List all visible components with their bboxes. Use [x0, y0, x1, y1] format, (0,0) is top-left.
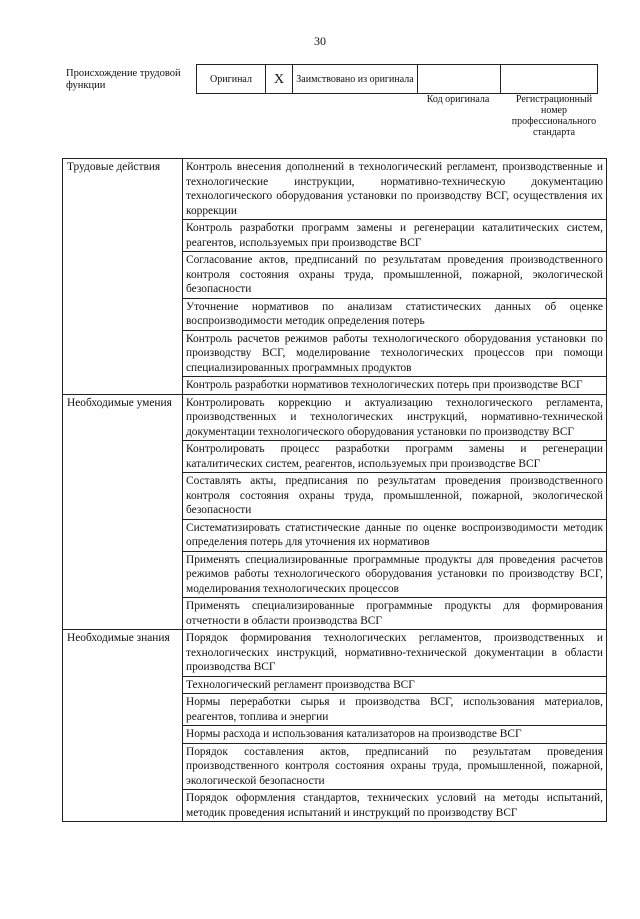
origin-reg-cell [501, 65, 598, 94]
page-number: 30 [314, 34, 326, 48]
table-row [63, 630, 607, 677]
origin-mark-cell: X [266, 65, 293, 94]
section-item: Контролировать коррекцию и актуализацию технологического регламента, производственных и технологических инструкций, нормативно-технической документации технологического оборудования установки по производству ВСГ [183, 394, 607, 441]
code-caption: Код оригинала [426, 94, 490, 105]
table-row [63, 159, 607, 220]
section-item: Контроль внесения дополнений в технологический регламент, производственные и технологические инструкции, нормативно-техническую документацию технологического оборудования установки по производству ВСГ, осуществления их коррекции [183, 159, 607, 220]
origin-code-cell [418, 65, 501, 94]
section-item: Контролировать процесс разработки программ замены и регенерации каталитических систем, реагентов, используемых при производстве ВСГ [183, 441, 607, 473]
section-title: Необходимые знания [63, 630, 183, 822]
section-item: Порядок составления актов, предписаний по результатам проведения производственного контроля состояния охраны труда, промышленной, пожарной, экологической безопасности [183, 743, 607, 790]
section-item: Уточнение нормативов по анализам статистических данных об оценке воспроизводимости методик определения потерь [183, 298, 607, 330]
origin-original-cell: Оригинал [197, 65, 266, 94]
section-item: Контроль расчетов режимов работы технологического оборудования установки по производству ВСГ, моделирование технологических процессов при помощи специализированных программных продуктов [183, 330, 607, 377]
reg-caption: Регистрационный номер профессионального стандарта [511, 94, 597, 138]
section-item: Технологический регламент производства ВСГ [183, 676, 607, 694]
section-item: Согласование актов, предписаний по результатам проведения производственного контроля состояния охраны труда, промышленной, пожарной, экологической безопасности [183, 252, 607, 299]
section-item: Применять специализированные программные продукты для формирования отчетности в области производства ВСГ [183, 598, 607, 630]
section-item: Порядок оформления стандартов, технических условий на методы испытаний, методик проведения испытаний и инструкций по производству ВСГ [183, 790, 607, 822]
origin-table [196, 64, 598, 94]
section-item: Порядок формирования технологических регламентов, производственных и технологических инструкций, нормативно-технической документации в области производства ВСГ [183, 630, 607, 677]
origin-label: Происхождение трудовой функции [66, 68, 181, 91]
section-item: Нормы переработки сырья и производства ВСГ, использования материалов, реагентов, топлива и энергии [183, 694, 607, 726]
section-item: Контроль разработки нормативов технологических потерь при производстве ВСГ [183, 377, 607, 395]
section-title: Необходимые умения [63, 394, 183, 630]
section-item: Систематизировать статистические данные по оценке воспроизводимости методик определения потерь для уточнения их нормативов [183, 519, 607, 551]
section-item: Применять специализированные программные продукты для проведения расчетов режимов работы технологического оборудования установки по производству ВСГ, моделирования технологических процессов [183, 551, 607, 598]
origin-borrowed-cell: Заимствовано из оригинала [293, 65, 418, 94]
section-item: Составлять акты, предписания по результатам проведения производственного контроля состояния охраны труда, промышленной, пожарной, экологической безопасности [183, 473, 607, 520]
function-table [62, 158, 607, 822]
section-item: Нормы расхода и использования катализаторов на производстве ВСГ [183, 726, 607, 744]
section-title: Трудовые действия [63, 159, 183, 395]
section-item: Контроль разработки программ замены и регенерации каталитических систем, реагентов, используемых при производстве ВСГ [183, 220, 607, 252]
table-row [63, 394, 607, 441]
